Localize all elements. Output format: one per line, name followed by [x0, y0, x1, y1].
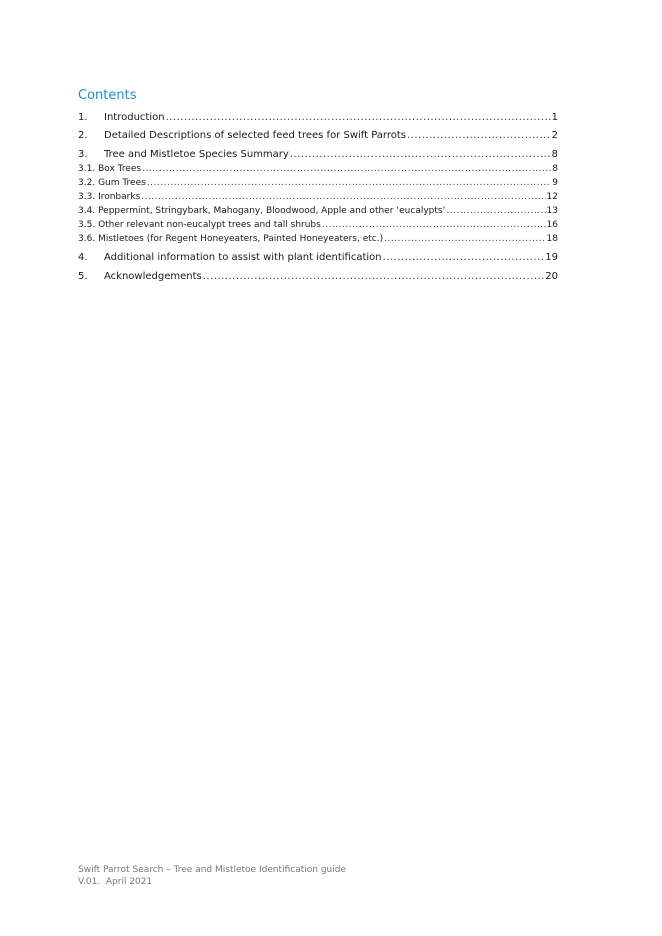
toc-number: 3.	[78, 149, 88, 160]
toc-title: Mistletoes (for Regent Honeyeaters, Painted Honeyeaters, etc.)	[98, 234, 384, 244]
toc-number: 3.3.	[78, 192, 96, 202]
toc-entry-mistletoes[interactable]	[78, 234, 558, 244]
toc-entry-peppermint-stringybark[interactable]	[78, 206, 558, 216]
toc-number: 3.2.	[78, 178, 96, 188]
toc-number: 1.	[78, 112, 88, 123]
toc-entry-additional-information[interactable]	[78, 252, 558, 263]
toc-entry-box-trees[interactable]	[78, 164, 558, 174]
toc-entry-detailed-descriptions[interactable]	[78, 130, 558, 141]
toc-page-number: 13	[546, 206, 558, 216]
toc-title: Tree and Mistletoe Species Summary	[104, 149, 289, 160]
toc-leader-dots	[141, 192, 545, 202]
toc-entry-species-summary[interactable]	[78, 149, 558, 160]
toc-page-number: 16	[546, 220, 558, 230]
toc-page-number: 18	[546, 234, 558, 244]
toc-leader-dots	[446, 206, 545, 216]
page-footer	[78, 864, 346, 888]
toc-leader-dots	[407, 130, 551, 141]
toc-leader-dots	[383, 252, 545, 263]
toc-title: Acknowledgements	[104, 271, 202, 282]
toc-page-number: 8	[551, 149, 558, 160]
toc-entry-introduction[interactable]	[78, 112, 558, 123]
toc-page-number: 12	[546, 192, 558, 202]
toc-page-number: 20	[545, 271, 558, 282]
toc-leader-dots	[322, 220, 546, 230]
toc-number: 5.	[78, 271, 88, 282]
footer-version-date: V.01. April 2021	[78, 877, 153, 887]
toc-number: 3.4.	[78, 206, 96, 216]
toc-leader-dots	[384, 234, 545, 244]
toc-number: 3.6.	[78, 234, 96, 244]
toc-leader-dots	[147, 178, 551, 188]
toc-title: Peppermint, Stringybark, Mahogany, Bloodwood, Apple and other ‘eucalypts’	[98, 206, 446, 216]
toc-page-number: 1	[551, 112, 558, 123]
toc-entry-non-eucalypt-trees[interactable]	[78, 220, 558, 230]
toc-leader-dots	[142, 164, 551, 174]
toc-title: Gum Trees	[98, 178, 146, 188]
toc-title: Ironbarks	[98, 192, 141, 202]
toc-title: Additional information to assist with plant identification	[104, 252, 382, 263]
toc-page-number: 8	[552, 164, 558, 174]
toc-number: 3.5.	[78, 220, 96, 230]
toc-title: Box Trees	[98, 164, 142, 174]
toc-page-number: 2	[551, 130, 558, 141]
toc-number: 3.1.	[78, 164, 96, 174]
toc-title: Introduction	[104, 112, 165, 123]
footer-document-title: Swift Parrot Search – Tree and Mistletoe Identification guide	[78, 865, 346, 875]
toc-number: 4.	[78, 252, 88, 263]
toc-leader-dots	[203, 271, 545, 282]
toc-page-number: 19	[545, 252, 558, 263]
contents-heading: Contents	[78, 88, 137, 103]
toc-leader-dots	[166, 112, 551, 123]
toc-title: Other relevant non-eucalypt trees and tall shrubs	[98, 220, 321, 230]
toc-page-number: 9	[552, 178, 558, 188]
toc-title: Detailed Descriptions of selected feed trees for Swift Parrots	[104, 130, 407, 141]
toc-entry-ironbarks[interactable]	[78, 192, 558, 202]
toc-entry-acknowledgements[interactable]	[78, 271, 558, 282]
toc-entry-gum-trees[interactable]	[78, 178, 558, 188]
toc-leader-dots	[290, 149, 551, 160]
toc-number: 2.	[78, 130, 88, 141]
